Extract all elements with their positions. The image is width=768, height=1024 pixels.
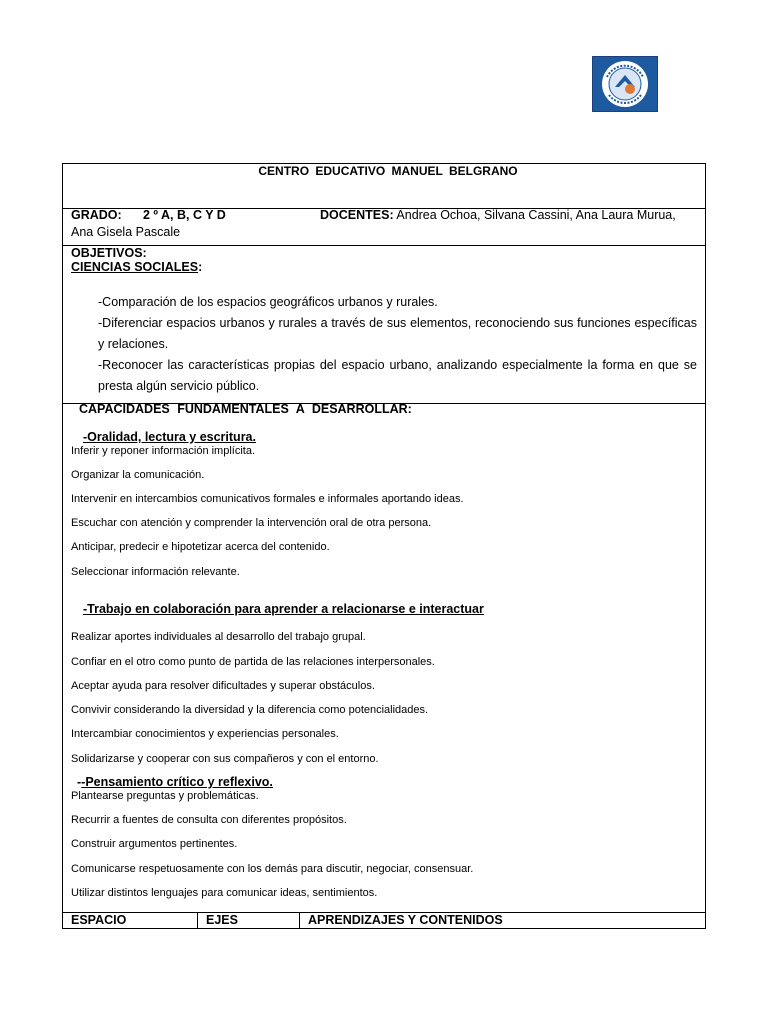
objetivo-item: -Reconocer las características propias del espacio urbano, analizando especialmente la forma en que se presta algún servicio público.: [98, 358, 698, 393]
grado-cell: [63, 209, 706, 246]
capacidad-item: Realizar aportes individuales al desarrollo del trabajo grupal.: [71, 631, 366, 643]
capacidad-item: Intervenir en intercambios comunicativos formales e informales aportando ideas.: [71, 493, 464, 505]
capacidad-item: Utilizar distintos lenguajes para comunicar ideas, sentimientos.: [71, 887, 378, 899]
page-title: CENTRO EDUCATIVO MANUEL BELGRANO: [258, 164, 518, 178]
group-heading-trabajo: -Trabajo en colaboración para aprender a relacionarse e interactuar: [83, 602, 484, 616]
capacidad-item: Inferir y reponer información implícita.: [71, 445, 256, 457]
capacidad-item: Confiar en el otro como punto de partida de las relaciones interpersonales.: [71, 656, 435, 668]
capacidades-title: CAPACIDADES FUNDAMENTALES A DESARROLLAR:: [79, 402, 412, 416]
col-ejes: EJES: [198, 913, 300, 929]
objetivos-cell: [63, 246, 706, 404]
capacidad-item: Convivir considerando la diversidad y la diferencia como potencialidades.: [71, 704, 429, 716]
group-heading-pensamiento: -Pensamiento crítico y reflexivo.: [81, 775, 273, 789]
capacidad-item: Intercambiar conocimientos y experiencias personales.: [71, 728, 339, 740]
capacidad-item: Construir argumentos pertinentes.: [71, 838, 238, 850]
capacidad-item: Comunicarse respetuosamente con los demás para discutir, negociar, consensuar.: [71, 863, 474, 875]
group-heading-prefix: -: [77, 775, 82, 789]
objetivo-item: -Comparación de los espacios geográficos urbanos y rurales.: [98, 295, 438, 309]
capacidad-item: Escuchar con atención y comprender la intervención oral de otra persona.: [71, 517, 432, 529]
title-cell: [63, 164, 706, 209]
capacidades-cell: [63, 404, 706, 913]
capacidad-item: Seleccionar información relevante.: [71, 566, 240, 578]
capacidad-item: Organizar la comunicación.: [71, 469, 205, 481]
col-espacio: ESPACIO: [63, 913, 198, 929]
group-heading-oralidad: -Oralidad, lectura y escritura.: [83, 430, 256, 444]
objetivos-list: [98, 292, 705, 397]
group-heading-pensamiento-wrap: [77, 775, 273, 789]
docentes-cont: Ana Gisela Pascale: [71, 225, 181, 239]
capacidad-item: Recurrir a fuentes de consulta con diferentes propósitos.: [71, 814, 347, 826]
capacidad-item: Solidarizarse y cooperar con sus compañeros y con el entorno.: [71, 753, 379, 765]
school-seal-icon: [592, 56, 658, 112]
capacidad-item: Aceptar ayuda para resolver dificultades y superar obstáculos.: [71, 680, 375, 692]
objetivos-area-suffix: :: [198, 260, 203, 274]
col-aprendizajes: APRENDIZAJES Y CONTENIDOS: [300, 913, 706, 929]
objetivos-label: OBJETIVOS:: [71, 246, 147, 260]
grado-label: GRADO:: [71, 208, 122, 222]
capacidad-item: Anticipar, predecir e hipotetizar acerca del contenido.: [71, 541, 330, 553]
grado-value: 2 º A, B, C Y D: [143, 208, 226, 222]
capacidad-item: Plantearse preguntas y problemáticas.: [71, 790, 259, 802]
objetivo-item: -Diferenciar espacios urbanos y rurales a través de sus elementos, reconociendo sus funciones específicas y relaciones.: [98, 316, 698, 351]
docentes-value: Andrea Ochoa, Silvana Cassini, Ana Laura Murua,: [393, 208, 676, 222]
planning-table: [62, 163, 706, 929]
docentes-label: DOCENTES:: [320, 208, 394, 222]
objetivos-area: CIENCIAS SOCIALES: [71, 260, 199, 274]
